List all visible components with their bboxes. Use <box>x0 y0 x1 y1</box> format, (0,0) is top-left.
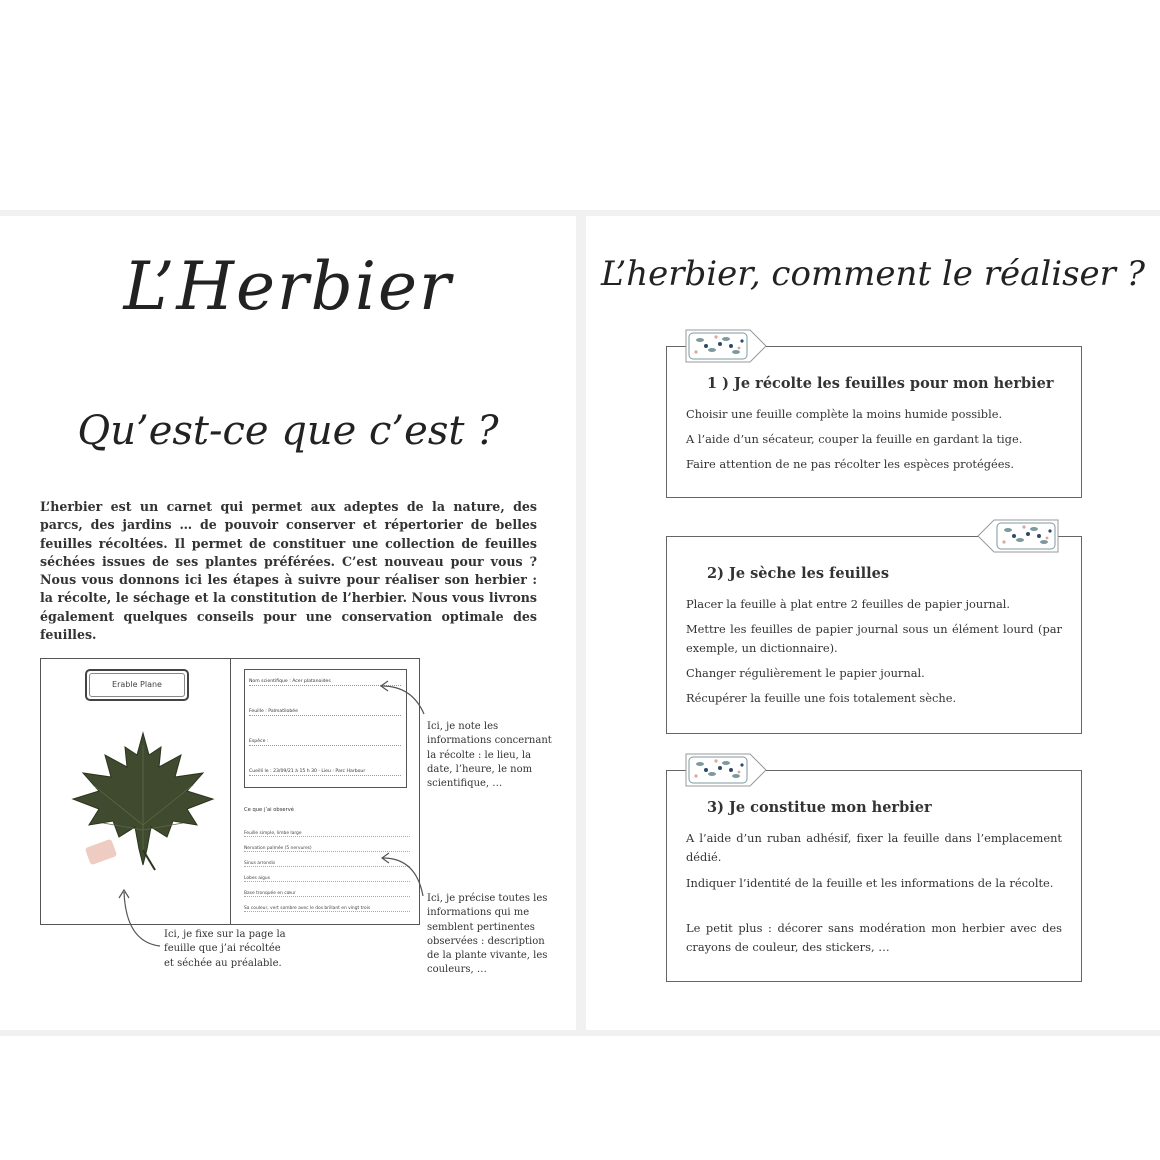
observation-line: Sa couleur, vert sombre avec le dos brillant en vingt trois <box>244 906 410 912</box>
caption-leaf: Ici, je fixe sur la page la feuille que j’ai récoltée et séchée au préalable. <box>164 929 286 969</box>
caption-observations: Ici, je précise toutes les informations qui me semblent pertinentes observées : description de la plante vivante, les couleurs, … <box>427 893 548 976</box>
step-line: A l’aide d’un sécateur, couper la feuille en gardant la tige. <box>686 432 1023 446</box>
step-line: Indiquer l’identité de la feuille et les informations de la récolte. <box>686 876 1054 890</box>
observation-line: Lobes aigus <box>244 876 410 882</box>
left-page <box>0 216 576 1030</box>
step-line: Mettre les feuilles de papier journal sous un élément lourd (par exemple, un dictionnaire). <box>686 622 1062 655</box>
plant-name-text: Erable Plane <box>89 673 185 697</box>
info-line: Cueilli le : 23/09/21 à 15 h 30 · Lieu : Parc Harbour <box>249 769 401 776</box>
right-page <box>586 216 1160 1030</box>
step-line: Changer régulièrement le papier journal. <box>686 666 925 680</box>
observations-title: Ce que j’ai observé <box>244 807 294 813</box>
step-line: Récupérer la feuille une fois totalement sèche. <box>686 691 957 705</box>
step-heading: 3) Je constitue mon herbier <box>707 799 932 816</box>
observation-line: Nervation palmée (5 nervures) <box>244 846 410 852</box>
page-title: L’Herbier <box>123 248 453 325</box>
intro-paragraph: L’herbier est un carnet qui permet aux adeptes de la nature, des parcs, des jardins … de pouvoir conserver et répertorier de belles feuilles récoltées. Il permet de constituer une collection de feuilles séchées issues de ses plantes préférées. C’est nouveau pour vous ? Nous vous donnons ici les étapes à suivre pour réaliser son herbier : la récolte, le séchage et la constitution de l’herbier. Nous vous livrons également quelques conseils pour une conservation optimale des feuilles. <box>40 499 537 643</box>
section-title: Qu’est-ce que c’est ? <box>77 408 499 454</box>
floral-tag-icon <box>684 328 768 364</box>
observation-line: Sinus arrondis <box>244 861 410 867</box>
step-heading: 1 ) Je récolte les feuilles pour mon herbier <box>707 375 1054 392</box>
caption-harvest-info: Ici, je note les informations concernant la récolte : le lieu, la date, l’heure, le nom scientifique, … <box>427 721 552 790</box>
step-line: A l’aide d’un ruban adhésif, fixer la feuille dans l’emplacement dédié. <box>686 831 1062 864</box>
step-heading: 2) Je sèche les feuilles <box>707 565 890 582</box>
step-line: Faire attention de ne pas récolter les espèces protégées. <box>686 457 1014 471</box>
observation-line: Base tronquée en cœur <box>244 891 410 897</box>
step-card-2 <box>666 536 1082 734</box>
step-line: Choisir une feuille complète la moins humide possible. <box>686 407 1003 421</box>
book-spread <box>0 210 1160 1036</box>
page-title: L’herbier, comment le réaliser ? <box>601 254 1145 294</box>
step-card-3 <box>666 770 1082 982</box>
step-line: Le petit plus : décorer sans modération mon herbier avec des crayons de couleur, des stickers, … <box>686 921 1062 954</box>
floral-tag-icon <box>976 518 1060 554</box>
step-card-1 <box>666 346 1082 498</box>
floral-tag-icon <box>684 752 768 788</box>
step-line: Placer la feuille à plat entre 2 feuilles de papier journal. <box>686 597 1011 611</box>
info-line: Espèce : <box>249 739 401 746</box>
observation-line: Feuille simple, limbe large <box>244 831 410 837</box>
info-line: Feuille : Palmatilobée <box>249 709 401 716</box>
info-line: Nom scientifique : Acer platanoides <box>249 679 401 686</box>
